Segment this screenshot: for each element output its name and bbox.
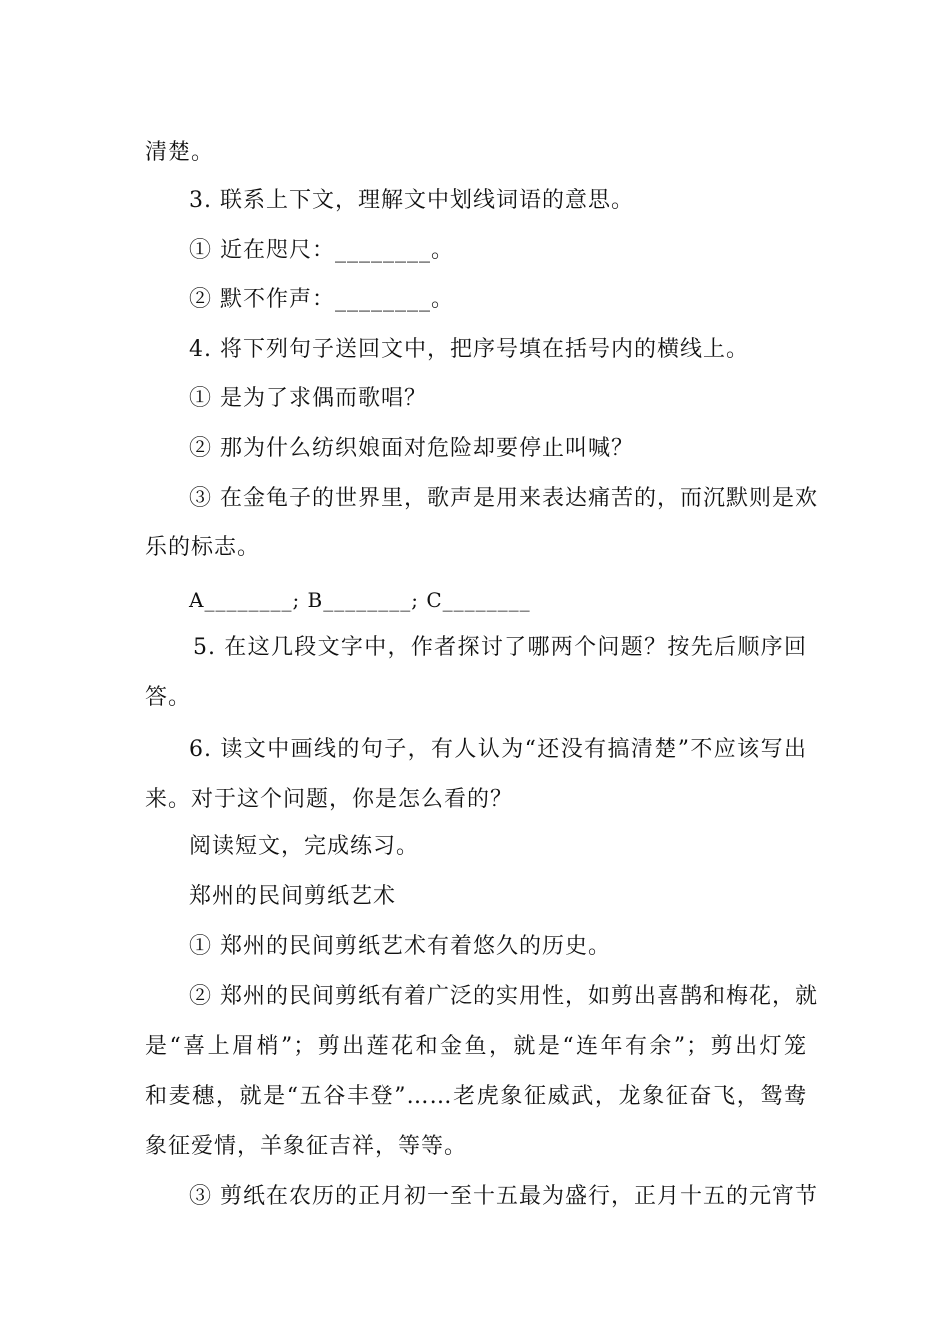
answer-blanks: A________; B________; C________: [189, 588, 531, 612]
article-title: 郑州的民间剪纸艺术: [189, 884, 397, 909]
text-line: 和麦穗，就是“五谷丰登”……老虎象征威武，龙象征奋飞，鸳鸯: [145, 1084, 807, 1109]
question-4-item-2: ② 那为什么纺织娘面对危险却要停止叫喊？: [189, 436, 634, 461]
text-line: 乐的标志。: [145, 535, 261, 560]
question-4: 4. 将下列句子送回文中，把序号填在括号内的横线上。: [189, 337, 749, 362]
reading-instruction: 阅读短文，完成练习。: [189, 834, 420, 859]
question-6: 6. 读文中画线的句子，有人认为“还没有搞清楚”不应该写出: [189, 737, 807, 762]
question-3: 3. 联系上下文，理解文中划线词语的意思。: [189, 188, 634, 213]
question-5: 5. 在这几段文字中，作者探讨了哪两个问题？按先后顺序回: [193, 635, 807, 660]
question-3-item-1: ① 近在咫尺：________。: [189, 238, 454, 263]
question-3-item-2: ② 默不作声：________。: [189, 287, 454, 312]
text-line: 清楚。: [145, 140, 215, 165]
text-line: 来。对于这个问题，你是怎么看的？: [145, 787, 514, 812]
question-4-item-1: ① 是为了求偶而歌唱？: [189, 386, 427, 411]
text-line: 象征爱情，羊象征吉祥，等等。: [145, 1134, 468, 1159]
text-line: 答。: [145, 685, 192, 710]
paragraph-2: ② 郑州的民间剪纸有着广泛的实用性，如剪出喜鹊和梅花，就: [189, 984, 818, 1009]
question-4-item-3: ③ 在金龟子的世界里，歌声是用来表达痛苦的，而沉默则是欢: [189, 486, 818, 511]
paragraph-1: ① 郑州的民间剪纸艺术有着悠久的历史。: [189, 934, 611, 959]
paragraph-3: ③ 剪纸在农历的正月初一至十五最为盛行，正月十五的元宵节: [189, 1184, 818, 1209]
text-line: 是“喜上眉梢”；剪出莲花和金鱼，就是“连年有余”；剪出灯笼: [145, 1034, 807, 1059]
